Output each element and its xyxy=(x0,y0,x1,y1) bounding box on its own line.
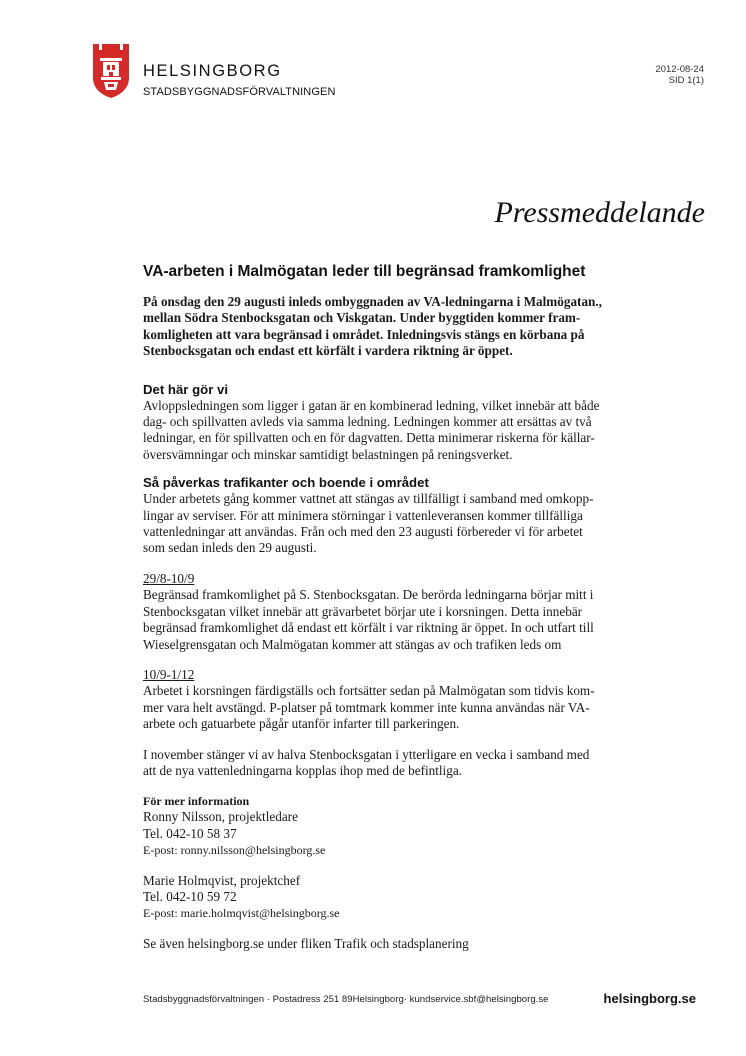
lead-line: Stenbocksgatan och endast ett körfält i vardera riktning är öppet. xyxy=(143,343,513,359)
body-line: översvämningar och minskar samtidigt belastningen på reningsverket. xyxy=(143,446,513,462)
section-title: Så påverkas trafikanter och boende i området xyxy=(143,475,429,491)
footer-address: Stadsbyggnadsförvaltningen · Postadress 251 89Helsingborg· kundservice.sbf@helsingborg.se xyxy=(143,994,549,1005)
period-dates xyxy=(143,571,623,587)
body-line: att de nya vattenledningarna kopplas ihop med de befintliga. xyxy=(143,762,462,778)
contact-phone: Tel. 042-10 58 37 xyxy=(143,825,237,841)
page-number: SID 1(1) xyxy=(668,75,704,86)
body-line: vattenledningar att användas. Från och med den 23 augusti förbereder vi för arbetet xyxy=(143,524,583,540)
section-title: Det här gör vi xyxy=(143,381,229,397)
body-line: Begränsad framkomlighet på S. Stenbocksgatan. De berörda ledningarna börjar mitt i xyxy=(143,587,594,603)
department-name: STADSBYGGNADSFÖRVALTNINGEN xyxy=(143,86,336,98)
period-paragraph xyxy=(143,683,623,732)
body-line: som sedan inleds den 29 augusti. xyxy=(143,540,317,556)
contact-name: Marie Holmqvist, projektchef xyxy=(143,872,301,888)
period-dates xyxy=(143,667,623,683)
period-paragraph xyxy=(143,587,623,653)
body-line: Stenbocksgatan vilket innebär att grävarbetet börjar ute i korsningen. Detta innebär xyxy=(143,603,583,619)
contact-email: E-post: marie.holmqvist@helsingborg.se xyxy=(143,906,340,921)
contact-name: Ronny Nilsson, projektledare xyxy=(143,809,298,825)
see-also: Se även helsingborg.se under fliken Trafik och stadsplanering xyxy=(143,935,469,951)
body-line: ledningar, en för spillvatten och en för dagvatten. Detta minimerar riskerna för källar- xyxy=(143,430,595,446)
body-line: lingar av serviser. För att minimera störningar i vattenleveransen kommer tillfälliga xyxy=(143,507,583,523)
footer-website: helsingborg.se xyxy=(603,991,696,1006)
contact-heading: För mer information xyxy=(143,794,250,809)
document-meta xyxy=(655,64,704,86)
period-label: 10/9-1/12 xyxy=(143,666,195,682)
org-name: HELSINGBORG xyxy=(143,62,282,80)
document-type: Pressmeddelande xyxy=(494,196,705,229)
helsingborg-coat-of-arms-icon xyxy=(92,44,130,98)
body-line: Under arbetets gång kommer vattnet att stängas av tillfälligt i samband med omkopp- xyxy=(143,491,594,507)
lead-paragraph xyxy=(143,294,623,360)
body-line: Arbetet i korsningen färdigställs och fortsätter sedan på Malmögatan som tidvis kom- xyxy=(143,683,595,699)
contact-email: E-post: ronny.nilsson@helsingborg.se xyxy=(143,843,326,858)
contact-phone: Tel. 042-10 59 72 xyxy=(143,888,237,904)
body-line: begränsad framkomlighet då endast ett körfält i var riktning är öppet. In och utfart till xyxy=(143,620,594,636)
body-line: dag- och spillvatten avleds via samma ledning. Ledningen kommer att ersättas av två xyxy=(143,414,592,430)
document-date: 2012-08-24 xyxy=(655,64,704,75)
contact-block xyxy=(143,809,623,858)
body-line: Avloppsledningen som ligger i gatan är en kombinerad ledning, vilket innebär att både xyxy=(143,397,600,413)
section-paragraph xyxy=(143,398,623,464)
body-line: I november stänger vi av halva Stenbocksgatan i ytterligare en vecka i samband med xyxy=(143,746,590,762)
headline: VA-arbeten i Malmögatan leder till begränsad framkomlighet xyxy=(143,263,586,280)
body-line: arbete och gatuarbete pågår utanför infarter till parkeringen. xyxy=(143,716,460,732)
period-label: 29/8-10/9 xyxy=(143,570,195,586)
lead-line: På onsdag den 29 augusti inleds ombyggnaden av VA-ledningarna i Malmögatan., xyxy=(143,294,602,309)
november-paragraph xyxy=(143,747,623,780)
body-line: mer vara helt avstängd. P-platser på tomtmark kommer inte kunna användas när VA- xyxy=(143,699,590,715)
lead-line: mellan Södra Stenbocksgatan och Viskgatan. Under byggtiden kommer fram- xyxy=(143,310,581,326)
lead-line: komligheten att vara begränsad i området. Inledningsvis stängs en körbana på xyxy=(143,326,585,342)
section-paragraph xyxy=(143,491,623,557)
body-line: Wieselgrensgatan och Malmögatan kommer att stängas av och trafiken leds om xyxy=(143,636,562,652)
contact-block xyxy=(143,873,623,922)
article-body xyxy=(143,294,623,952)
